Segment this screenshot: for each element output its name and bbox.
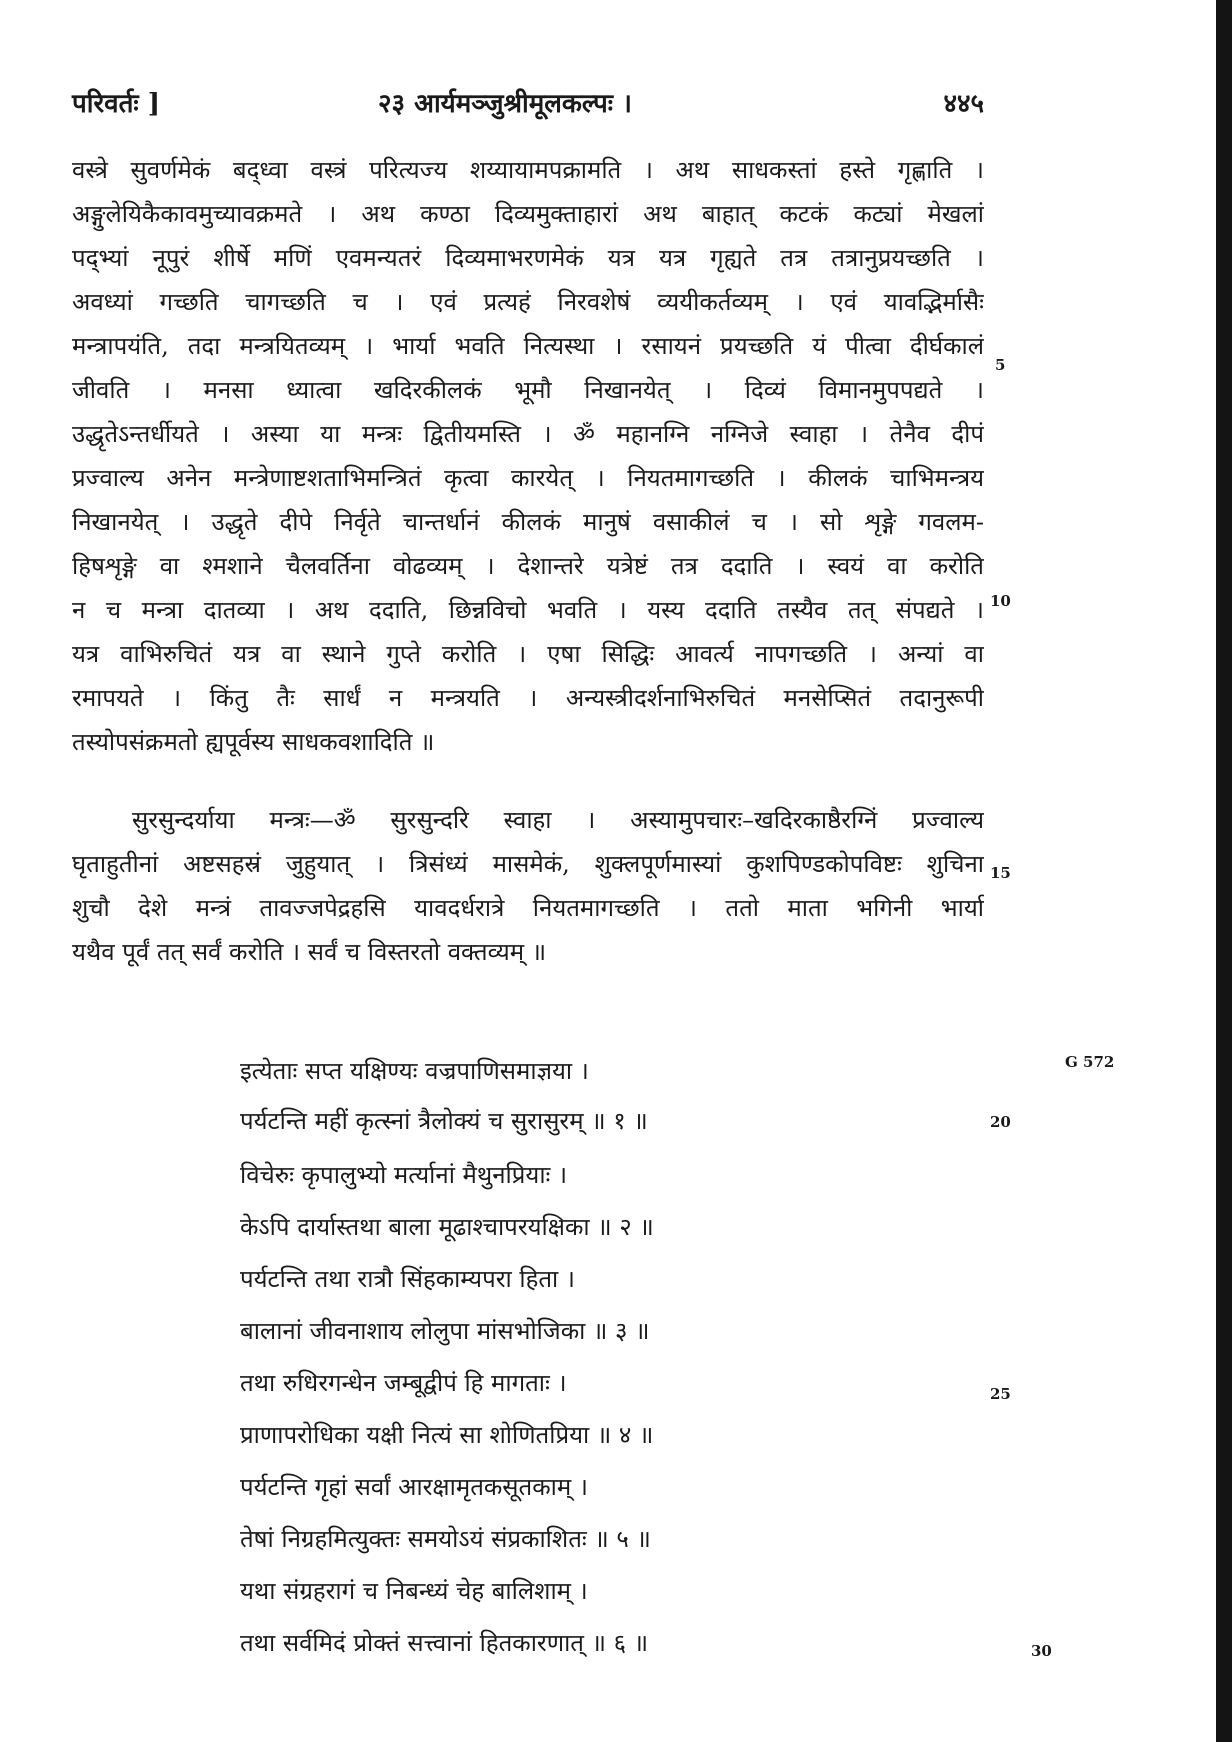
text-line: निखानयेत् । उद्धृते दीपे निर्वृते चान्तर्धानं कीलकं मानुषं वसाकीलं च । सो शृङ्गे गवलम-: [72, 508, 984, 536]
verse-line: तेषां निग्रहमित्युक्तः समयोऽयं संप्रकाशितः ॥ ५ ॥: [240, 1525, 651, 1553]
verse-line: प्राणापरोधिका यक्षी नित्यं सा शोणितप्रिया ॥ ४ ॥: [240, 1421, 654, 1449]
text-line: घृताहुतीनां अष्टसहस्रं जुहुयात् । त्रिसंध्यं मासमेकं, शुक्लपूर्णमास्यां कुशपिण्डकोपविष्टः शुचिना: [72, 850, 984, 878]
line-number-30: 30: [1031, 1642, 1052, 1660]
text-line: मन्त्रापयंति, तदा मन्त्रयितव्यम् । भार्या भवति नित्यस्था । रसायनं प्रयच्छति यं पीत्वा दीर्घकालं: [72, 332, 984, 360]
text-line: शुचौ देशे मन्त्रं तावज्जपेद्रहसि यावदर्धरात्रे नियतमागच्छति । ततो माता भगिनी भार्या: [72, 894, 984, 922]
text-line: जीवति । मनसा ध्यात्वा खदिरकीलकं भूमौ निखानयेत् । दिव्यं विमानमुपपद्यते ।: [72, 376, 984, 404]
prose-body: [72, 148, 984, 974]
text-line: वस्त्रे सुवर्णमेकं बद्ध्वा वस्त्रं परित्यज्य शय्यायामपक्रामति । अथ साधकस्तां हस्ते गृह्णाति ।: [72, 156, 984, 184]
text-line: सुरसुन्दर्याया मन्त्रः—ॐ सुरसुन्दरि स्वाहा । अस्यामुपचारः–खदिरकाष्ठैरग्निं प्रज्वाल्य: [132, 806, 984, 834]
text-line: यथैव पूर्वं तत् सर्वं करोति । सर्वं च विस्तरतो वक्तव्यम् ॥: [72, 938, 547, 966]
page-title: २३ आर्यमञ्जुश्रीमूलकल्पः ।: [378, 89, 632, 119]
page-reference: G 572: [1065, 1053, 1115, 1071]
running-header: [72, 84, 984, 130]
chapter-marker: परिवर्तः ]: [72, 89, 161, 119]
text-line: अवध्यां गच्छति चागच्छति च । एवं प्रत्यहं निरवशेषं व्ययीकर्तव्यम् । एवं यावद्भिर्मासैः: [72, 288, 984, 316]
line-number-15: 15: [990, 864, 1011, 882]
text-line: यत्र वाभिरुचितं यत्र वा स्थाने गुप्ते करोति । एषा सिद्धिः आवर्त्य नापगच्छति । अन्यां वा: [72, 640, 984, 668]
paragraph-1: [72, 148, 984, 764]
verse-line: तथा रुधिरगन्धेन जम्बूद्वीपं हि मागताः ।: [240, 1369, 567, 1397]
line-number-25: 25: [990, 1385, 1011, 1403]
text-line: प्रज्वाल्य अनेन मन्त्रेणाष्टशताभिमन्त्रितं कृत्वा कारयेत् । नियतमागच्छति । कीलकं चाभिमन्त्रय: [72, 464, 984, 492]
page-number: ४४५: [943, 89, 984, 119]
verse-line: बालानां जीवनाशाय लोलुपा मांसभोजिका ॥ ३ ॥: [240, 1317, 650, 1345]
line-number-5: 5: [995, 356, 1006, 374]
verse-line: इत्येताः सप्त यक्षिण्यः वज्रपाणिसमाज्ञया ।: [240, 1057, 589, 1085]
verse-line: पर्यटन्ति तथा रात्रौ सिंहकाम्यपरा हिता ।: [240, 1265, 575, 1293]
text-line: पद्भ्यां नूपुरं शीर्षे मणिं एवमन्यतरं दिव्यमाभरणमेकं यत्र यत्र गृह्यते तत्र तत्रानुप्रयच्छति ।: [72, 244, 984, 272]
verse-line: तथा सर्वमिदं प्रोक्तं सत्त्वानां हितकारणात् ॥ ६ ॥: [240, 1629, 649, 1657]
verse-line: विचेरुः कृपालुभ्यो मर्त्यानां मैथुनप्रियाः ।: [240, 1161, 568, 1189]
text-line: उद्धृतेऽन्तर्धीयते । अस्या या मन्त्रः द्वितीयमस्ति । ॐ महानग्नि नग्निजे स्वाहा । तेनैव दीपं: [72, 420, 984, 448]
text-line: न च मन्त्रा दातव्या । अथ ददाति, छिन्नविचो भवति । यस्य ददाति तस्यैव तत् संपद्यते ।: [72, 596, 984, 624]
verse-line: केऽपि दार्यास्तथा बाला मूढाश्चापरयक्षिका ॥ २ ॥: [240, 1213, 654, 1241]
verse-line: पर्यटन्ति गृहां सर्वां आरक्षामृतकसूतकाम् ।: [240, 1473, 588, 1501]
verse-line: यथा संग्रहरागं च निबन्ध्यं चेह बालिशाम् ।: [240, 1577, 588, 1605]
paragraph-2: [72, 798, 984, 974]
text-line: रमापयते । किंतु तैः सार्धं न मन्त्रयति । अन्यस्त्रीदर्शनाभिरुचितं मनसेप्सितं तदानुरूपी: [72, 684, 984, 712]
text-line: अङ्गुलेयिकैकावमुच्यावक्रमते । अथ कण्ठा दिव्यमुक्ताहारां अथ बाहात् कटकं कट्यां मेखलां: [72, 200, 984, 228]
line-number-10: 10: [990, 592, 1011, 610]
text-line: हिषशृङ्गे वा श्मशाने चैलवर्तिना वोढव्यम् । देशान्तरे यत्रेष्टं तत्र ददाति । स्वयं वा करोति: [72, 552, 984, 580]
paragraph-spacer: [72, 764, 984, 798]
verse-line: पर्यटन्ति महीं कृत्स्नां त्रैलोक्यं च सुरासुरम् ॥ १ ॥: [240, 1107, 648, 1135]
page-edge-shadow: [1216, 0, 1232, 1742]
text-line: तस्योपसंक्रमतो ह्यपूर्वस्य साधकवशादिति ॥: [72, 728, 435, 756]
line-number-20: 20: [990, 1113, 1011, 1131]
